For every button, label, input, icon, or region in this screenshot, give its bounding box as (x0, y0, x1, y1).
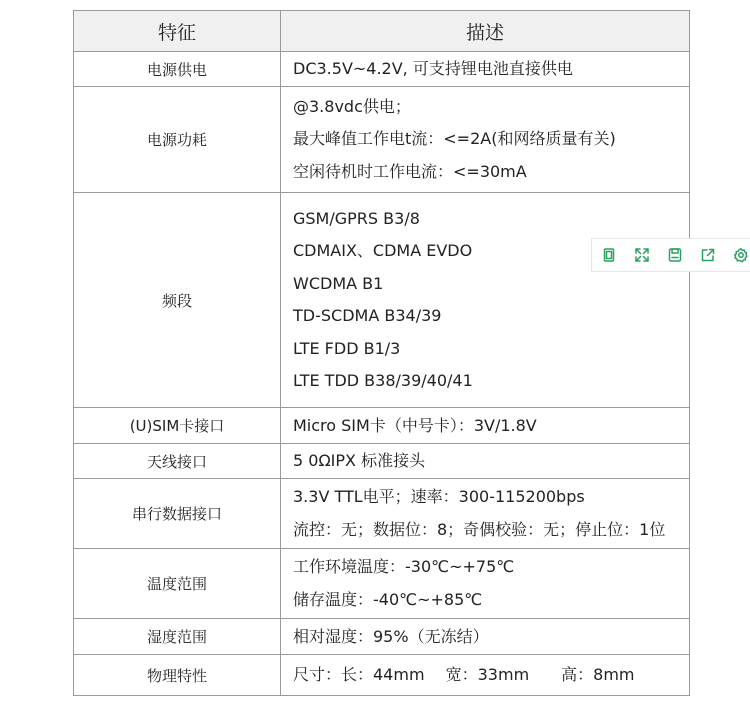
description-cell (281, 479, 690, 549)
table-row-sim-interface (74, 408, 690, 444)
copy-icon (601, 247, 617, 263)
header-feature: 特征 (74, 11, 281, 52)
table-row-temperature-range (74, 549, 690, 619)
description-line: @3.8vdc供电； (293, 96, 411, 116)
description-line: 储存温度：-40℃~+85℃ (293, 589, 483, 609)
table-header-row (74, 11, 690, 52)
table-row-antenna-interface (74, 444, 690, 479)
description-line: Micro SIM卡（中号卡）：3V/1.8V (293, 415, 537, 435)
description-cell (281, 619, 690, 655)
share-button[interactable] (691, 239, 724, 271)
fullscreen-button[interactable] (625, 239, 658, 271)
description-line: TD-SCDMA B34/39 (293, 306, 442, 325)
description-cell (281, 444, 690, 479)
description-line: 空闲待机时工作电流：<=30mA (293, 161, 527, 181)
save-icon (667, 247, 683, 263)
description-line: 流控：无；数据位：8；奇偶校验：无；停止位：1位 (293, 519, 666, 539)
description-cell (281, 408, 690, 444)
table-row-humidity-range (74, 619, 690, 655)
settings-button[interactable] (724, 239, 750, 271)
feature-cell: 天线接口 (74, 444, 281, 479)
description-line: 5 0ΩIPX 标准接头 (293, 451, 426, 470)
feature-cell: 电源供电 (74, 52, 281, 87)
table-row-serial-interface (74, 479, 690, 549)
feature-cell: 温度范围 (74, 549, 281, 619)
description-cell (281, 549, 690, 619)
feature-cell: 湿度范围 (74, 619, 281, 655)
description-cell (281, 193, 690, 408)
table-row-power-consumption (74, 87, 690, 193)
feature-cell: (U)SIM卡接口 (74, 408, 281, 444)
feature-cell: 频段 (74, 193, 281, 408)
feature-cell: 电源功耗 (74, 87, 281, 193)
description-line: DC3.5V~4.2V, 可支持锂电池直接供电 (293, 59, 573, 78)
description-line: 相对湿度：95%（无冻结） (293, 626, 489, 646)
table-row-frequency-bands (74, 193, 690, 408)
description-line: 3.3V TTL电平；速率：300-115200bps (293, 487, 585, 506)
description-cell (281, 655, 690, 696)
description-line: GSM/GPRS B3/8 (293, 208, 420, 228)
spec-table (73, 10, 690, 696)
feature-cell: 物理特性 (74, 655, 281, 696)
floating-toolbar (591, 238, 750, 272)
description-line: 工作环境温度：-30℃~+75℃ (293, 557, 515, 576)
description-line: LTE FDD B1/3 (293, 338, 401, 358)
description-line: 尺寸：长：44mm 宽：33mm 高：8mm (293, 665, 635, 684)
description-cell (281, 52, 690, 87)
settings-icon (733, 247, 749, 263)
description-line: 最大峰值工作电t流：<=2A(和网络质量有关) (293, 129, 616, 149)
share-icon (700, 247, 716, 263)
header-description: 描述 (281, 11, 690, 52)
description-cell (281, 87, 690, 193)
table-row-physical-properties (74, 655, 690, 696)
table-row-power-supply (74, 52, 690, 87)
description-line: LTE TDD B38/39/40/41 (293, 371, 473, 390)
fullscreen-icon (634, 247, 650, 263)
copy-button[interactable] (592, 239, 625, 271)
description-line: CDMAIX、CDMA EVDO (293, 241, 473, 260)
feature-cell: 串行数据接口 (74, 479, 281, 549)
description-line: WCDMA B1 (293, 273, 384, 293)
save-button[interactable] (658, 239, 691, 271)
